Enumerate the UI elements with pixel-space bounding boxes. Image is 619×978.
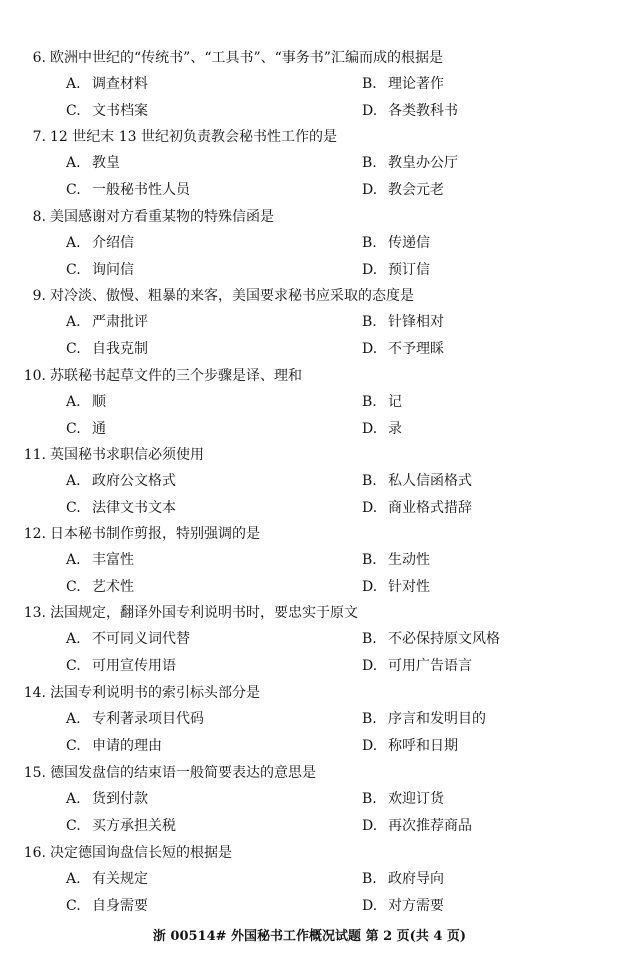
- question-stem: [0, 365, 302, 387]
- option-d: [362, 735, 458, 757]
- option-b: [362, 232, 430, 254]
- option-text: 记: [388, 394, 402, 410]
- question-stem: [0, 444, 204, 466]
- option-c: [66, 179, 190, 201]
- option-a: [66, 868, 148, 890]
- option-text: 通: [92, 421, 106, 437]
- option-letter: B.: [362, 552, 377, 568]
- option-text: 生动性: [388, 552, 430, 568]
- option-letter: B.: [362, 394, 377, 410]
- option-b: [362, 628, 500, 650]
- option-letter: A.: [66, 711, 81, 727]
- question-number: 14.: [23, 685, 46, 701]
- option-text: 序言和发明目的: [388, 711, 486, 727]
- option-d: [362, 338, 444, 360]
- question-number: 13.: [23, 605, 46, 621]
- question-text: 苏联秘书起草文件的三个步骤是译、理和: [50, 368, 302, 384]
- option-letter: C.: [66, 738, 81, 754]
- question-text: 决定德国询盘信长短的根据是: [50, 845, 232, 861]
- option-text: 可用广告语言: [388, 658, 472, 674]
- option-text: 录: [388, 421, 402, 437]
- option-b: [362, 549, 430, 571]
- question-number: 9.: [32, 288, 46, 304]
- option-text: 理论著作: [388, 76, 444, 92]
- option-b: [362, 868, 444, 890]
- option-a: [66, 391, 106, 413]
- question-number: 11.: [23, 447, 46, 463]
- option-c: [66, 497, 176, 519]
- question-text: 12 世纪末 13 世纪初负责教会秘书性工作的是: [50, 129, 337, 145]
- option-text: 教皇: [92, 155, 120, 171]
- question-number: 8.: [32, 209, 46, 225]
- option-text: 申请的理由: [92, 738, 162, 754]
- option-letter: B.: [362, 235, 377, 251]
- option-c: [66, 895, 148, 917]
- option-text: 针锋相对: [388, 314, 444, 330]
- option-letter: B.: [362, 791, 377, 807]
- option-text: 丰富性: [92, 552, 134, 568]
- option-text: 针对性: [388, 579, 430, 595]
- option-letter: D.: [362, 579, 378, 595]
- option-letter: A.: [66, 394, 81, 410]
- option-b: [362, 73, 444, 95]
- question-stem: [0, 762, 316, 784]
- option-d: [362, 259, 430, 281]
- option-c: [66, 735, 162, 757]
- option-text: 买方承担关税: [92, 818, 176, 834]
- option-b: [362, 788, 444, 810]
- option-text: 欢迎订货: [388, 791, 444, 807]
- option-c: [66, 418, 106, 440]
- option-letter: A.: [66, 631, 81, 647]
- question-text: 法国专利说明书的索引标头部分是: [50, 685, 260, 701]
- option-text: 严肃批评: [92, 314, 148, 330]
- option-letter: C.: [66, 898, 81, 914]
- option-letter: D.: [362, 500, 378, 516]
- option-text: 预订信: [388, 262, 430, 278]
- option-text: 不可同义词代替: [92, 631, 190, 647]
- option-text: 政府导向: [388, 871, 444, 887]
- option-d: [362, 418, 402, 440]
- option-b: [362, 311, 444, 333]
- option-d: [362, 497, 472, 519]
- option-text: 有关规定: [92, 871, 148, 887]
- option-a: [66, 788, 148, 810]
- option-c: [66, 815, 176, 837]
- option-text: 传递信: [388, 235, 430, 251]
- option-letter: C.: [66, 818, 81, 834]
- question-stem: [0, 47, 443, 69]
- question-stem: [0, 842, 232, 864]
- question-text: 欧洲中世纪的“传统书”、“工具书”、“事务书”汇编而成的根据是: [50, 50, 443, 66]
- option-letter: D.: [362, 421, 378, 437]
- option-letter: A.: [66, 473, 81, 489]
- option-letter: D.: [362, 898, 378, 914]
- option-a: [66, 232, 134, 254]
- option-letter: C.: [66, 579, 81, 595]
- option-d: [362, 100, 458, 122]
- option-letter: C.: [66, 421, 81, 437]
- option-text: 调查材料: [92, 76, 148, 92]
- option-letter: C.: [66, 500, 81, 516]
- question-text: 德国发盘信的结束语一般简要表达的意思是: [50, 765, 316, 781]
- option-text: 私人信函格式: [388, 473, 472, 489]
- option-a: [66, 311, 148, 333]
- option-text: 货到付款: [92, 791, 148, 807]
- option-letter: C.: [66, 182, 81, 198]
- option-b: [362, 708, 486, 730]
- option-text: 政府公文格式: [92, 473, 176, 489]
- option-c: [66, 259, 134, 281]
- option-letter: A.: [66, 155, 81, 171]
- question-number: 16.: [23, 845, 46, 861]
- question-number: 10.: [23, 368, 46, 384]
- option-text: 自身需要: [92, 898, 148, 914]
- option-letter: A.: [66, 314, 81, 330]
- option-a: [66, 73, 148, 95]
- question-stem: [0, 285, 414, 307]
- option-letter: D.: [362, 738, 378, 754]
- option-letter: D.: [362, 341, 378, 357]
- option-text: 各类教科书: [388, 103, 458, 119]
- option-c: [66, 655, 176, 677]
- option-text: 不必保持原文风格: [388, 631, 500, 647]
- option-letter: C.: [66, 103, 81, 119]
- option-letter: C.: [66, 341, 81, 357]
- question-text: 日本秘书制作剪报，特别强调的是: [50, 526, 260, 542]
- option-letter: B.: [362, 155, 377, 171]
- option-letter: D.: [362, 818, 378, 834]
- option-c: [66, 576, 134, 598]
- option-text: 一般秘书性人员: [92, 182, 190, 198]
- option-d: [362, 895, 444, 917]
- question-stem: [0, 126, 337, 148]
- option-text: 顺: [92, 394, 106, 410]
- option-a: [66, 549, 134, 571]
- option-letter: C.: [66, 262, 81, 278]
- option-letter: B.: [362, 631, 377, 647]
- option-letter: B.: [362, 314, 377, 330]
- option-text: 询问信: [92, 262, 134, 278]
- option-text: 商业格式措辞: [388, 500, 472, 516]
- option-d: [362, 179, 444, 201]
- option-text: 自我克制: [92, 341, 148, 357]
- option-text: 称呼和日期: [388, 738, 458, 754]
- option-letter: C.: [66, 658, 81, 674]
- option-a: [66, 470, 176, 492]
- option-b: [362, 152, 458, 174]
- option-text: 不予理睬: [388, 341, 444, 357]
- option-letter: A.: [66, 552, 81, 568]
- option-text: 艺术性: [92, 579, 134, 595]
- question-number: 15.: [23, 765, 46, 781]
- option-letter: A.: [66, 76, 81, 92]
- option-letter: B.: [362, 473, 377, 489]
- option-a: [66, 152, 120, 174]
- option-letter: D.: [362, 103, 378, 119]
- option-text: 法律文书文本: [92, 500, 176, 516]
- option-d: [362, 655, 472, 677]
- option-d: [362, 815, 472, 837]
- option-b: [362, 391, 402, 413]
- option-letter: A.: [66, 871, 81, 887]
- question-stem: [0, 682, 260, 704]
- option-a: [66, 708, 204, 730]
- question-stem: [0, 206, 274, 228]
- question-text: 美国感谢对方看重某物的特殊信函是: [50, 209, 274, 225]
- option-c: [66, 338, 148, 360]
- option-letter: B.: [362, 76, 377, 92]
- option-text: 再次推荐商品: [388, 818, 472, 834]
- option-text: 教皇办公厅: [388, 155, 458, 171]
- option-letter: B.: [362, 711, 377, 727]
- question-text: 法国规定，翻译外国专利说明书时，要忠实于原文: [50, 605, 358, 621]
- question-stem: [0, 602, 358, 624]
- option-b: [362, 470, 472, 492]
- option-d: [362, 576, 430, 598]
- question-number: 12.: [23, 526, 46, 542]
- question-stem: [0, 523, 260, 545]
- option-letter: D.: [362, 262, 378, 278]
- option-text: 文书档案: [92, 103, 148, 119]
- question-text: 英国秘书求职信必须使用: [50, 447, 204, 463]
- question-number: 6.: [32, 50, 46, 66]
- option-text: 可用宣传用语: [92, 658, 176, 674]
- option-letter: A.: [66, 235, 81, 251]
- option-letter: B.: [362, 871, 377, 887]
- option-c: [66, 100, 148, 122]
- option-text: 介绍信: [92, 235, 134, 251]
- option-text: 对方需要: [388, 898, 444, 914]
- question-text: 对冷淡、傲慢、粗暴的来客，美国要求秘书应采取的态度是: [50, 288, 414, 304]
- option-a: [66, 628, 190, 650]
- option-letter: A.: [66, 791, 81, 807]
- option-text: 教会元老: [388, 182, 444, 198]
- question-number: 7.: [32, 129, 46, 145]
- option-letter: D.: [362, 182, 378, 198]
- option-text: 专利著录项目代码: [92, 711, 204, 727]
- page-footer: 浙 00514# 外国秘书工作概况试题 第 2 页(共 4 页): [152, 929, 467, 944]
- option-letter: D.: [362, 658, 378, 674]
